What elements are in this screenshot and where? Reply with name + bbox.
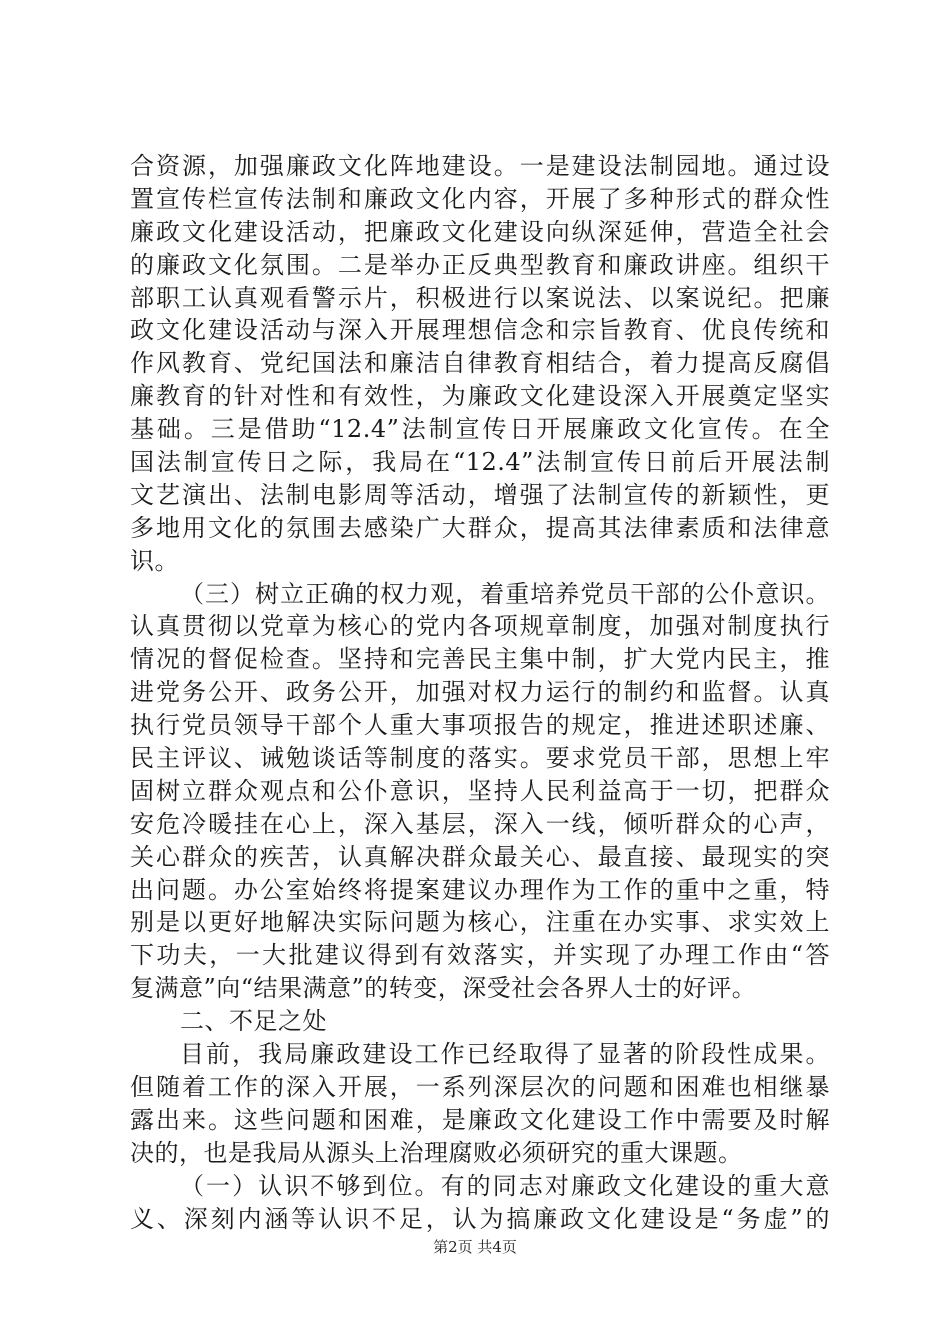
text-line: 复满意”向“结果满意”的转变，深受社会各界人士的好评。 [130,974,757,1003]
text-line: 出问题。办公室始终将提案建议办理作为工作的重中之重，特 [130,875,830,904]
text-line: 安危冷暖挂在心上，深入基层，深入一线，倾听群众的心声， [130,809,830,838]
text-line: 别是以更好地解决实际问题为核心，注重在办实事、求实效上 [130,908,830,937]
text-line: 认真贯彻以党章为核心的党内各项规章制度，加强对制度执行 [130,612,830,641]
text-line: 执行党员领导干部个人重大事项报告的规定，推进述职述廉、 [130,711,830,740]
text-line: 多地用文化的氛围去感染广大群众，提高其法律素质和法律意 [130,513,830,542]
text-line: 基础。三是借助“12.4”法制宣传日开展廉政文化宣传。在全 [130,415,830,444]
text-line: 廉教育的针对性和有效性，为廉政文化建设深入开展奠定坚实 [130,382,830,411]
page-footer [0,1237,950,1257]
text-line: 识。 [130,546,179,575]
text-line: 情况的督促检查。坚持和完善民主集中制，扩大党内民主，推 [130,645,830,674]
text-line: 关心群众的疾苦，认真解决群众最关心、最直接、最现实的突 [130,842,830,871]
text-line: 下功夫，一大批建议得到有效落实，并实现了办理工作由“答 [130,941,830,970]
text-line: 决的，也是我局从源头上治理腐败必须研究的重大课题。 [130,1138,743,1167]
text-line: 二、不足之处 [180,1007,327,1036]
text-line: 固树立群众观点和公仆意识，坚持人民利益高于一切，把群众 [130,776,830,805]
text-line: （三）树立正确的权力观，着重培养党员干部的公仆意识。 [180,579,830,608]
text-line: 文艺演出、法制电影周等活动，增强了法制宣传的新颖性，更 [130,480,830,509]
text-line: 部职工认真观看警示片，积极进行以案说法、以案说纪。把廉 [130,283,830,312]
text-line: 目前，我局廉政建设工作已经取得了显著的阶段性成果。 [180,1040,830,1069]
text-line: 合资源，加强廉政文化阵地建设。一是建设法制园地。通过设 [130,152,830,180]
text-line: 义、深刻内涵等认识不足，认为搞廉政文化建设是“务虚”的 [130,1204,830,1233]
text-line: 露出来。这些问题和困难，是廉政文化建设工作中需要及时解 [130,1105,830,1134]
text-line: 廉政文化建设活动，把廉政文化建设向纵深延伸，营造全社会 [130,217,830,246]
page-number-label: 第2页 共4页 [433,1238,517,1256]
text-line: 进党务公开、政务公开，加强对权力运行的制约和监督。认真 [130,678,830,707]
document-body [130,150,830,1235]
text-line: 政文化建设活动与深入开展理想信念和宗旨教育、优良传统和 [130,316,830,345]
text-line: 但随着工作的深入开展，一系列深层次的问题和困难也相继暴 [130,1072,830,1101]
text-line: 作风教育、党纪国法和廉洁自律教育相结合，着力提高反腐倡 [130,349,830,378]
text-line: 国法制宣传日之际，我局在“12.4”法制宣传日前后开展法制 [130,448,830,477]
text-line: 置宣传栏宣传法制和廉政文化内容，开展了多种形式的群众性 [130,184,830,213]
text-line: 的廉政文化氛围。二是举办正反典型教育和廉政讲座。组织干 [130,250,830,279]
text-line: （一）认识不够到位。有的同志对廉政文化建设的重大意 [180,1171,830,1200]
text-line: 民主评议、诫勉谈话等制度的落实。要求党员干部，思想上牢 [130,744,830,773]
